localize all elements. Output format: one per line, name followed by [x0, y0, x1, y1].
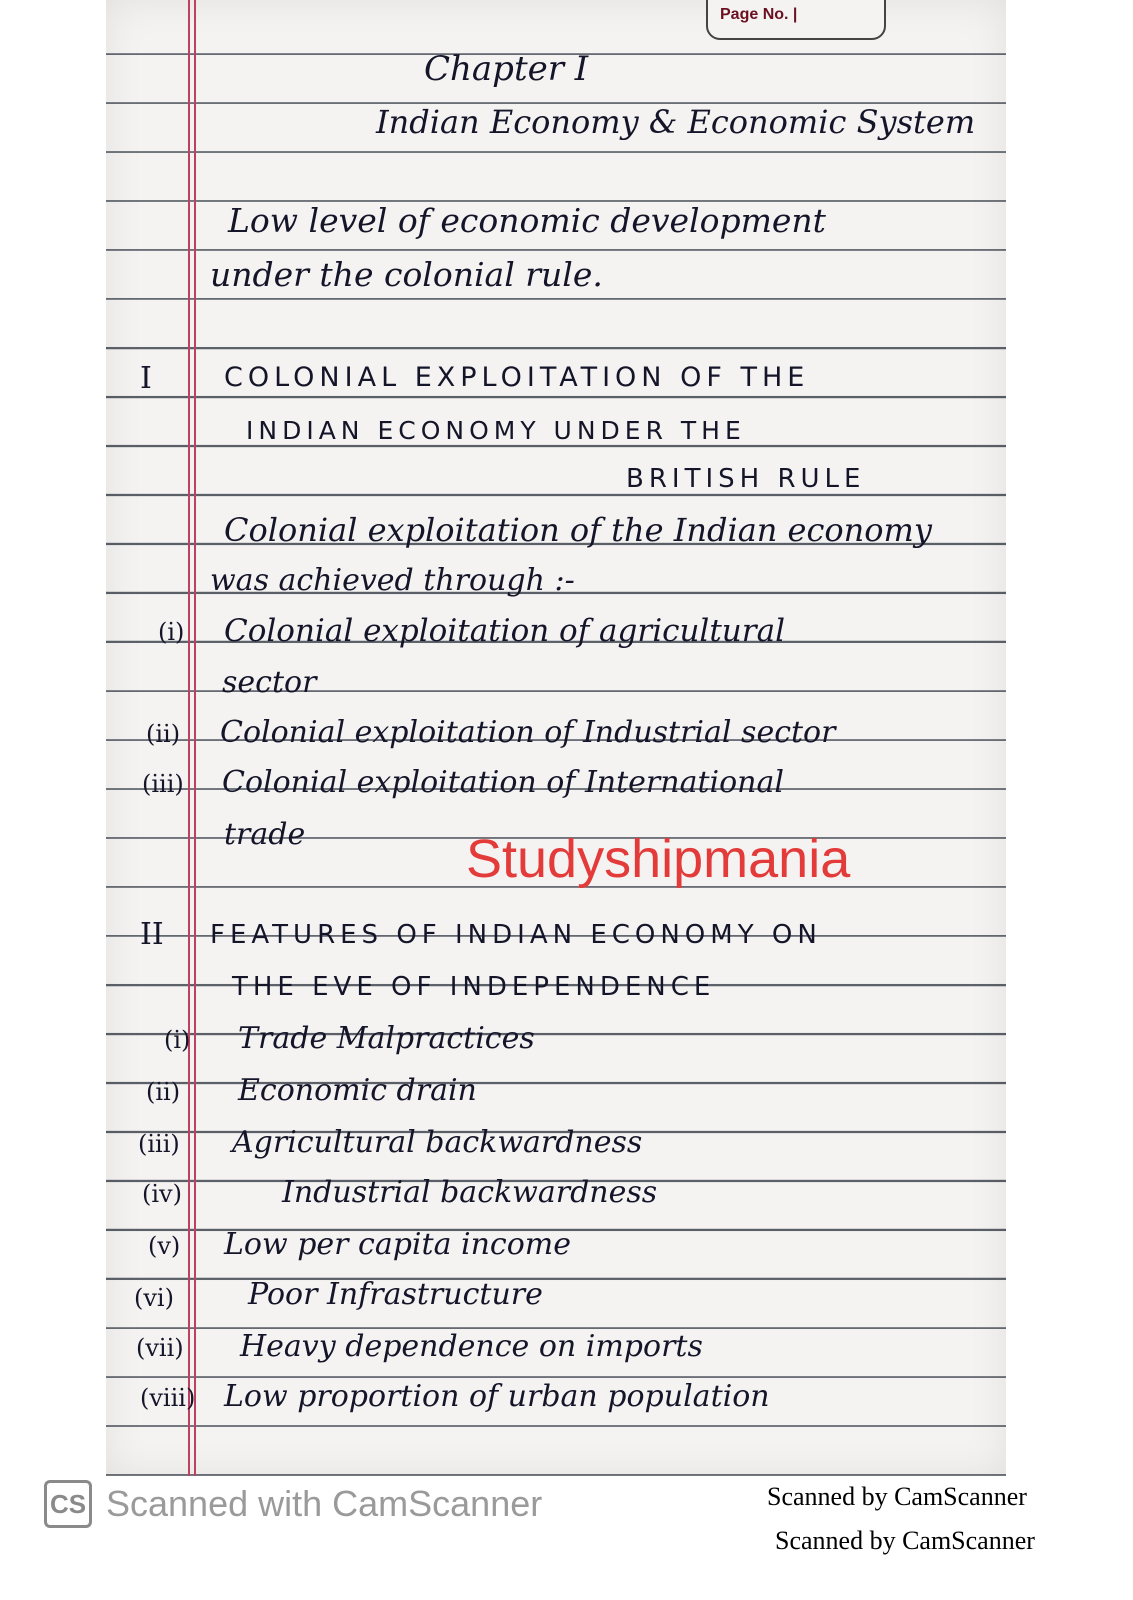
- subtitle-line: under the colonial rule.: [210, 255, 603, 294]
- list-item: sector: [222, 665, 317, 700]
- section-heading: FEATURES OF INDIAN ECONOMY ON: [210, 920, 822, 950]
- list-item: Heavy dependence on imports: [240, 1329, 703, 1364]
- list-marker: (iii): [142, 770, 184, 798]
- list-marker: (i): [164, 1026, 191, 1054]
- list-marker: (iv): [142, 1180, 182, 1208]
- chapter-title: Indian Economy & Economic System: [376, 103, 976, 141]
- subtitle-line: Low level of economic development: [228, 201, 826, 240]
- list-item: Low per capita income: [224, 1227, 571, 1262]
- list-item: trade: [224, 817, 306, 852]
- list-marker: (viii): [140, 1384, 196, 1412]
- handwritten-notes: [106, 0, 1006, 1476]
- list-marker: (ii): [146, 1078, 181, 1106]
- paragraph-line: was achieved through :-: [210, 563, 575, 598]
- notebook-page: [106, 0, 1006, 1476]
- camscanner-footer: [44, 1480, 542, 1528]
- section-heading: COLONIAL EXPLOITATION OF THE: [224, 362, 810, 393]
- list-marker: (vii): [136, 1334, 184, 1362]
- list-item: Economic drain: [238, 1073, 477, 1108]
- list-marker: (i): [158, 618, 185, 646]
- chapter-heading: Chapter I: [424, 49, 589, 89]
- list-item: Agricultural backwardness: [232, 1125, 643, 1160]
- camscanner-logo-icon: CS: [44, 1480, 92, 1528]
- section-number: II: [140, 917, 164, 952]
- section-heading: THE EVE OF INDEPENDENCE: [232, 972, 716, 1002]
- section-heading: BRITISH RULE: [626, 464, 866, 494]
- list-marker: (ii): [146, 720, 181, 748]
- list-item: Trade Malpractices: [238, 1021, 535, 1056]
- section-heading: INDIAN ECONOMY UNDER THE: [246, 416, 746, 445]
- list-item: Colonial exploitation of Industrial sector: [220, 715, 836, 750]
- scanned-by-label: Scanned by CamScanner: [775, 1526, 1035, 1555]
- list-marker: (vi): [134, 1284, 174, 1312]
- scanned-by-label: Scanned by CamScanner: [767, 1482, 1027, 1511]
- list-item: Colonial exploitation of International: [222, 765, 784, 800]
- camscanner-text: Scanned with CamScanner: [106, 1483, 543, 1524]
- page-number-box: Page No. |: [706, 0, 886, 40]
- list-item: Industrial backwardness: [282, 1175, 658, 1210]
- paragraph-line: Colonial exploitation of the Indian economy: [224, 511, 932, 549]
- section-number: I: [140, 361, 152, 396]
- list-marker: (v): [148, 1232, 181, 1260]
- list-item: Colonial exploitation of agricultural: [224, 613, 785, 649]
- list-item: Low proportion of urban population: [224, 1379, 770, 1414]
- list-item: Poor Infrastructure: [248, 1277, 543, 1312]
- watermark-text: Studyshipmania: [466, 829, 851, 889]
- list-marker: (iii): [138, 1130, 180, 1158]
